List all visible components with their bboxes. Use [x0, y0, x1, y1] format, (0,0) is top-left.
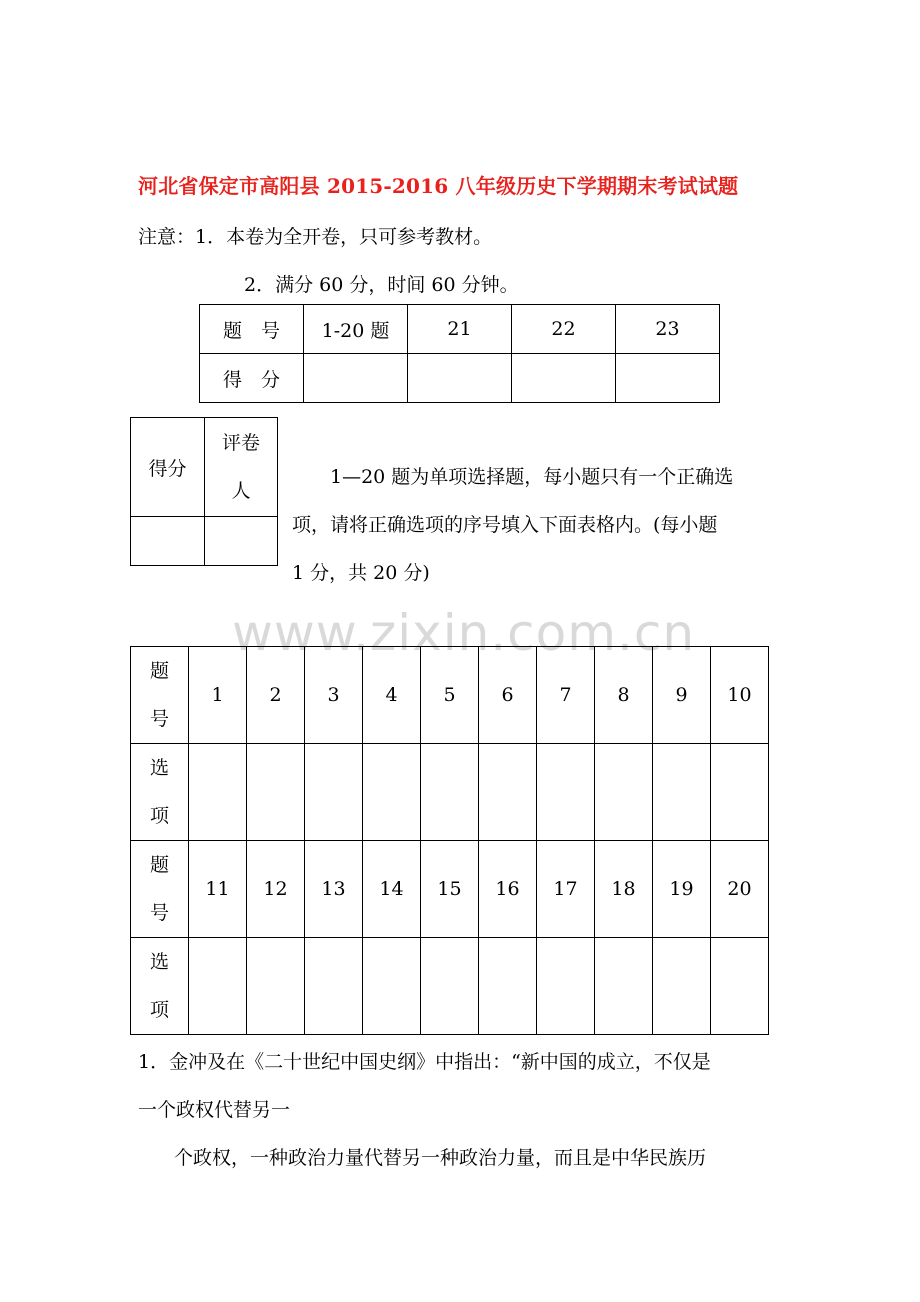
answer-entry-cell[interactable]	[421, 938, 479, 1035]
answer-entry-cell[interactable]	[653, 938, 711, 1035]
question-number-cell: 12	[247, 841, 305, 938]
table-cell: 21	[408, 305, 512, 354]
question-number-cell: 6	[479, 647, 537, 744]
table-row	[131, 647, 769, 744]
grader-box	[130, 417, 278, 566]
score-entry-cell[interactable]	[512, 354, 616, 403]
answer-entry-cell[interactable]	[537, 744, 595, 841]
question-number-cell: 20	[711, 841, 769, 938]
answer-entry-cell[interactable]	[653, 744, 711, 841]
answer-entry-cell[interactable]	[189, 938, 247, 1035]
score-label: 得分	[148, 457, 187, 480]
score-row-label: 得 分	[200, 354, 304, 403]
question-label-line-1: 题	[149, 854, 169, 876]
question-number-cell: 8	[595, 647, 653, 744]
question-number-cell: 11	[189, 841, 247, 938]
answer-entry-cell[interactable]	[711, 938, 769, 1035]
answer-label-line-2: 项	[149, 999, 169, 1021]
answer-entry-cell[interactable]	[305, 938, 363, 1035]
grader-label-line-1: 评卷	[221, 432, 260, 454]
table-cell: 22	[512, 305, 616, 354]
question-number-cell: 14	[363, 841, 421, 938]
table-row	[131, 517, 278, 566]
instruction-line-2: 项，请将正确选项的序号填入下面表格内。(每小题	[292, 514, 718, 536]
question-number-cell: 19	[653, 841, 711, 938]
table-row	[131, 841, 769, 938]
question-number-cell: 13	[305, 841, 363, 938]
question-label-line-2: 号	[149, 902, 169, 924]
note-line-1: 注意：1．本卷为全开卷，只可参考教材。	[138, 226, 493, 248]
question-label-line-2: 号	[149, 708, 169, 730]
table-cell: 1-20 题	[304, 305, 408, 354]
score-entry-cell[interactable]	[304, 354, 408, 403]
table-row	[131, 938, 769, 1035]
answer-entry-cell[interactable]	[479, 744, 537, 841]
instruction-line-1: 1—20 题为单项选择题，每小题只有一个正确选	[330, 466, 734, 488]
table-row	[200, 354, 720, 403]
answer-entry-cell[interactable]	[363, 938, 421, 1035]
question-number-header: 题 号	[200, 305, 304, 354]
question-1-line-2: 一个政权代替另一	[138, 1099, 291, 1121]
answer-entry-cell[interactable]	[479, 938, 537, 1035]
score-label-cell	[131, 418, 205, 517]
question-number-cell: 16	[479, 841, 537, 938]
answer-entry-cell[interactable]	[305, 744, 363, 841]
document-title: 河北省保定市高阳县 2015-2016 八年级历史下学期期末考试试题	[138, 174, 739, 198]
score-entry-cell[interactable]	[131, 517, 205, 566]
table-row	[131, 744, 769, 841]
answer-label-line-1: 选	[149, 951, 169, 973]
question-label-line-1: 题	[149, 660, 169, 682]
answer-entry-cell[interactable]	[189, 744, 247, 841]
answer-grid-table	[130, 646, 769, 1035]
answer-entry-cell[interactable]	[595, 744, 653, 841]
answer-entry-cell[interactable]	[363, 744, 421, 841]
question-number-cell: 15	[421, 841, 479, 938]
table-row	[200, 305, 720, 354]
answer-entry-cell[interactable]	[537, 938, 595, 1035]
answer-entry-cell[interactable]	[711, 744, 769, 841]
note-line-2: 2．满分 60 分，时间 60 分钟。	[244, 274, 519, 296]
question-number-cell: 9	[653, 647, 711, 744]
question-number-cell: 5	[421, 647, 479, 744]
question-number-cell: 1	[189, 647, 247, 744]
question-1-line-3: 个政权，一种政治力量代替另一种政治力量，而且是中华民族历	[174, 1147, 707, 1169]
grader-entry-cell[interactable]	[205, 517, 278, 566]
answer-label-cell	[131, 744, 189, 841]
question-number-cell: 17	[537, 841, 595, 938]
table-row	[131, 418, 278, 517]
question-number-cell: 2	[247, 647, 305, 744]
question-number-cell: 4	[363, 647, 421, 744]
question-number-cell: 7	[537, 647, 595, 744]
grader-label-line-2: 人	[231, 480, 251, 502]
answer-entry-cell[interactable]	[247, 938, 305, 1035]
answer-entry-cell[interactable]	[247, 744, 305, 841]
grader-label-cell	[205, 418, 278, 517]
question-number-cell: 3	[305, 647, 363, 744]
answer-entry-cell[interactable]	[595, 938, 653, 1035]
table-cell: 23	[616, 305, 720, 354]
instruction-line-3: 1 分，共 20 分)	[292, 562, 430, 584]
watermark: www.zixin.com.cn	[232, 604, 696, 662]
question-label-cell	[131, 841, 189, 938]
question-label-cell	[131, 647, 189, 744]
score-entry-cell[interactable]	[616, 354, 720, 403]
answer-entry-cell[interactable]	[421, 744, 479, 841]
answer-label-line-2: 项	[149, 805, 169, 827]
question-number-cell: 18	[595, 841, 653, 938]
question-number-cell: 10	[711, 647, 769, 744]
answer-label-line-1: 选	[149, 757, 169, 779]
score-summary-table	[199, 304, 720, 403]
score-entry-cell[interactable]	[408, 354, 512, 403]
question-1-line-1: 1．金冲及在《二十世纪中国史纲》中指出：“新中国的成立，不仅是	[138, 1051, 711, 1073]
answer-label-cell	[131, 938, 189, 1035]
